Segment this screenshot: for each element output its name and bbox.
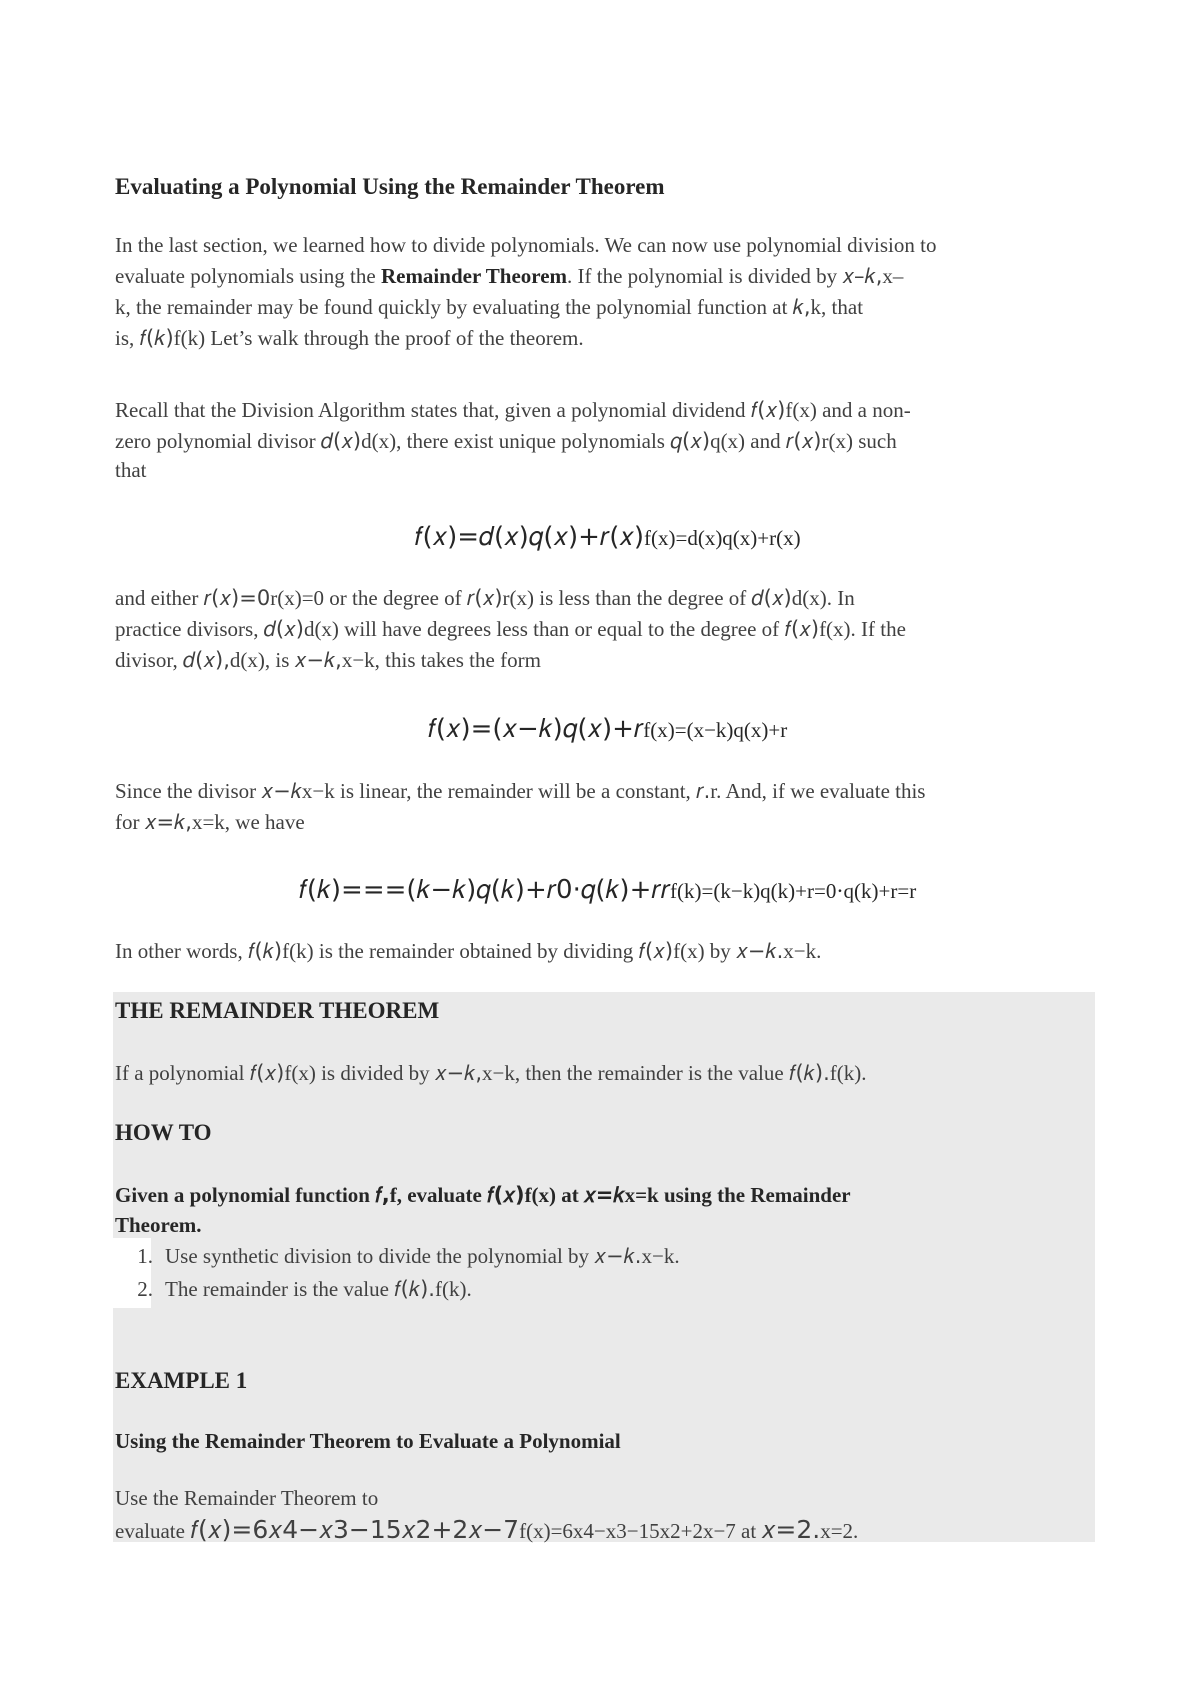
text-run: f(x). If the — [819, 617, 906, 641]
linear-remainder-paragraph — [115, 776, 1100, 838]
text-run: r(x) such — [821, 429, 897, 453]
equation-text: f(k)=(k−k)q(k)+r=0⋅q(k)+r=r — [670, 879, 917, 903]
text-run: f(k) Let’s walk through the proof of the theorem. — [173, 326, 584, 350]
math-glyphs: 𝑓(𝑥) — [750, 398, 786, 422]
math-glyphs: 𝑓(𝑘). — [788, 1061, 830, 1085]
text-run: If a polynomial — [115, 1061, 250, 1085]
text-run: for — [115, 810, 145, 834]
math-glyphs: 𝑑(𝑥), — [183, 648, 230, 672]
text-run: x=k, we have — [191, 810, 305, 834]
text-line — [115, 1058, 1100, 1089]
text-line — [115, 323, 1100, 354]
text-run: . If the polynomial is divided by — [567, 264, 843, 288]
text-run: f(x)=6x4−x3−15x2+2x−7 at — [519, 1519, 762, 1543]
how-to-instruction — [115, 1180, 1100, 1239]
text-run: Since the divisor — [115, 779, 262, 803]
math-glyphs: 𝑟(𝑥) — [785, 429, 822, 453]
text-run: k, that — [810, 295, 864, 319]
in-other-words-paragraph — [115, 936, 1100, 967]
math-glyphs: 𝑓(𝑥) — [487, 1183, 525, 1207]
math-glyphs: 𝑥−𝑘 — [261, 779, 302, 803]
text-run: zero polynomial divisor — [115, 429, 321, 453]
text-run: x– — [882, 264, 904, 288]
math-glyphs: 𝑥−𝑘. — [594, 1244, 642, 1268]
text-run: is, — [115, 326, 140, 350]
degree-paragraph — [115, 583, 1100, 676]
how-to-heading: HOW TO — [115, 1120, 212, 1145]
equation-text: f(x)=d(x)q(x)+r(x) — [644, 526, 801, 550]
how-to-steps — [115, 1240, 1100, 1306]
math-glyphs: 𝑟(𝑥) — [466, 586, 503, 610]
text-run: practice divisors, — [115, 617, 264, 641]
math-glyphs: 𝑥=𝑘 — [584, 1183, 625, 1207]
intro-paragraph — [115, 230, 1100, 354]
text-run: x=k using the Remainder — [624, 1183, 851, 1207]
text-run: In the last section, we learned how to divide polynomials. We can now use polynomial division to — [115, 233, 937, 257]
text-run: Use the Remainder Theorem to — [115, 1486, 379, 1510]
text-run: x−k, then the remainder is the value — [482, 1061, 789, 1085]
math-glyphs: 𝑓(𝑥)=6𝑥4−𝑥3−15𝑥2+2𝑥−7 — [190, 1515, 520, 1544]
math-glyphs: 𝑓(𝑥) — [638, 939, 674, 963]
math-glyphs: 𝑓(𝑘) — [139, 326, 174, 350]
text-run: that — [115, 458, 147, 482]
text-run: Theorem. — [115, 1213, 202, 1237]
text-run: f(k) is the remainder obtained by dividing — [282, 939, 639, 963]
text-run: evaluate polynomials using the — [115, 264, 381, 288]
math-glyphs: 𝑓, — [375, 1183, 390, 1207]
text-run: f(x) at — [524, 1183, 585, 1207]
text-run: f(x) and a non- — [785, 398, 911, 422]
linear-divisor-equation — [115, 712, 1100, 747]
example-heading: EXAMPLE 1 — [115, 1368, 248, 1393]
remainder-theorem-heading: THE REMAINDER THEOREM — [115, 998, 440, 1023]
math-glyphs: 𝑞(𝑥) — [670, 429, 711, 453]
text-line — [115, 230, 1100, 261]
text-line — [115, 645, 1100, 676]
text-run: evaluate — [115, 1519, 191, 1543]
list-item — [115, 1240, 1100, 1273]
text-run: x=2. — [820, 1519, 859, 1543]
list-item — [115, 1273, 1100, 1306]
text-run: x−k. — [783, 939, 822, 963]
math-glyphs: 𝑑(𝑥) — [320, 429, 362, 453]
text-run: f(x) by — [673, 939, 737, 963]
text-run: d(x), is — [229, 648, 295, 672]
text-run: f(k). — [829, 1061, 867, 1085]
equation-text: f(x)=(x−k)q(x)+r — [643, 718, 788, 742]
text-run: In other words, — [115, 939, 248, 963]
step-number: 1. — [137, 1244, 153, 1268]
division-algorithm-equation — [115, 520, 1100, 555]
text-run: d(x) will have degrees less than or equal to the degree of — [303, 617, 785, 641]
text-run: divisor, — [115, 648, 183, 672]
text-run: f(x) is divided by — [284, 1061, 435, 1085]
math-glyphs: 𝑓(𝑥) — [249, 1061, 285, 1085]
math-glyphs: 𝑥−𝑘. — [736, 939, 784, 963]
math-glyphs: 𝑓(𝑥) — [784, 617, 820, 641]
math-glyphs: 𝑟(𝑥)=0 — [203, 586, 271, 610]
math-glyphs: 𝑑(𝑥) — [263, 617, 304, 641]
text-line — [115, 457, 1100, 483]
text-run: d(x). In — [791, 586, 855, 610]
math-glyphs: 𝑟. — [696, 779, 711, 803]
math-glyphs: 𝑥=2. — [761, 1515, 821, 1544]
step-number: 2. — [137, 1277, 153, 1301]
math-glyphs: 𝑓(𝑥)=𝑑(𝑥)𝑞(𝑥)+𝑟(𝑥) — [414, 522, 644, 552]
text-line — [115, 1483, 1100, 1514]
text-line — [115, 936, 1100, 967]
text-line — [115, 776, 1100, 807]
math-glyphs: 𝑓(𝑘)===(𝑘−𝑘)𝑞(𝑘)+𝑟0⋅𝑞(𝑘)+𝑟𝑟 — [298, 875, 671, 905]
text-line — [115, 1211, 1100, 1239]
text-line — [115, 1180, 1100, 1211]
text-line — [115, 426, 1100, 457]
text-run: x−k is linear, the remainder will be a constant, — [301, 779, 697, 803]
math-glyphs: 𝑥−𝑘, — [434, 1061, 483, 1085]
example-title: Using the Remainder Theorem to Evaluate a Polynomial — [115, 1429, 621, 1453]
text-run: q(x) and — [710, 429, 786, 453]
math-glyphs: 𝑥–𝑘, — [842, 264, 883, 288]
math-glyphs: 𝑑(𝑥) — [751, 586, 792, 610]
division-algorithm-paragraph — [115, 395, 1100, 483]
text-run: d(x), there exist unique polynomials — [361, 429, 671, 453]
page-title: Evaluating a Polynomial Using the Remainder Theorem — [115, 174, 665, 199]
text-run: f(k). — [434, 1277, 472, 1301]
text-run: k, the remainder may be found quickly by evaluating the polynomial function at — [115, 295, 793, 319]
text-line — [115, 614, 1100, 645]
text-run: x−k. — [641, 1244, 680, 1268]
text-line — [115, 261, 1100, 292]
text-run: and either — [115, 586, 204, 610]
text-line — [115, 395, 1100, 426]
math-glyphs: 𝑥=𝑘, — [144, 810, 192, 834]
text-run: Recall that the Division Algorithm states that, given a polynomial dividend — [115, 398, 751, 422]
text-run: The remainder is the value — [165, 1277, 395, 1301]
math-glyphs: 𝑓(𝑥)=(𝑥−𝑘)𝑞(𝑥)+𝑟 — [427, 714, 644, 744]
text-run: r(x)=0 or the degree of — [270, 586, 467, 610]
text-run: Use synthetic division to divide the polynomial by — [165, 1244, 595, 1268]
theorem-statement — [115, 1058, 1100, 1089]
math-glyphs: 𝑘, — [792, 295, 811, 319]
remainder-theorem-term: Remainder Theorem — [380, 264, 568, 288]
text-run: Given a polynomial function — [115, 1183, 376, 1207]
math-glyphs: 𝑥−𝑘, — [294, 648, 342, 672]
text-line — [115, 807, 1100, 838]
text-run: x−k, this takes the form — [341, 648, 541, 672]
math-glyphs: 𝑓(𝑘) — [247, 939, 283, 963]
text-line — [115, 583, 1100, 614]
text-run: r. And, if we evaluate this — [710, 779, 926, 803]
example-prompt — [115, 1483, 1100, 1547]
text-run: r(x) is less than the degree of — [502, 586, 752, 610]
text-line — [115, 1514, 1100, 1547]
evaluation-equation — [115, 873, 1100, 908]
text-run: f, evaluate — [389, 1183, 488, 1207]
text-line — [115, 292, 1100, 323]
math-glyphs: 𝑓(𝑘). — [394, 1277, 435, 1301]
